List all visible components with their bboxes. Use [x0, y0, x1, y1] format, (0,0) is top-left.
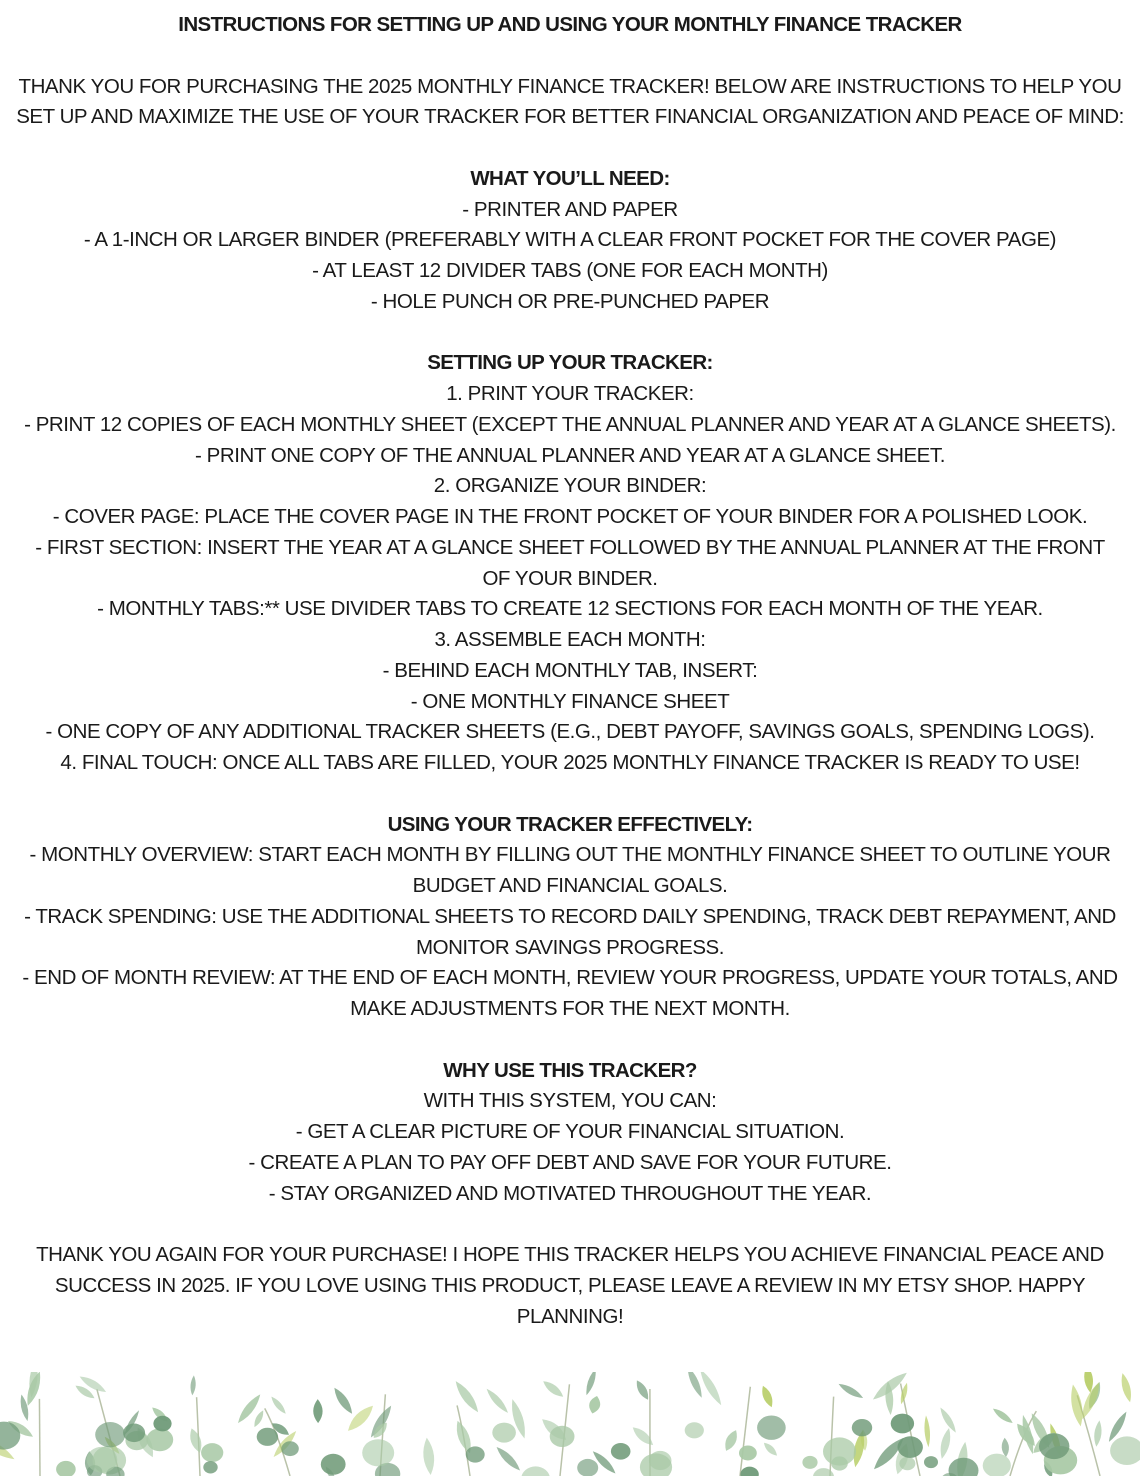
need-item: - HOLE PUNCH OR PRE-PUNCHED PAPER: [370, 289, 770, 313]
setup-step-title: 3. ASSEMBLE EACH MONTH:: [434, 628, 706, 651]
setup-line: - BEHIND EACH MONTHLY TAB, INSERT:: [382, 658, 758, 682]
why-line: - STAY ORGANIZED AND MOTIVATED THROUGHOUT THE YEAR.: [268, 1181, 872, 1205]
using-line: - END OF MONTH REVIEW: AT THE END OF EACH MONTH, REVIEW YOUR PROGRESS, UPDATE YOUR TOTALS, AND MAKE ADJUSTMENTS FOR THE NEXT MONTH.: [22, 966, 1118, 1020]
need-item: - AT LEAST 12 DIVIDER TABS (ONE FOR EACH MONTH): [312, 259, 828, 282]
why-line: WITH THIS SYSTEM, YOU CAN:: [423, 1089, 717, 1113]
document-title: INSTRUCTIONS FOR SETTING UP AND USING YOUR MONTHLY FINANCE TRACKER: [178, 13, 962, 36]
why-line: - GET A CLEAR PICTURE OF YOUR FINANCIAL SITUATION.: [295, 1120, 845, 1143]
setup-line: - ONE MONTHLY FINANCE SHEET: [410, 689, 730, 713]
need-item: - A 1-INCH OR LARGER BINDER (PREFERABLY WITH A CLEAR FRONT POCKET FOR THE COVER PAGE): [83, 228, 1057, 252]
eucalyptus-leaves-border: [0, 1372, 1140, 1476]
using-section: [0, 810, 1140, 1025]
using-line: - MONTHLY OVERVIEW: START EACH MONTH BY FILLING OUT THE MONTHLY FINANCE SHEET TO OUTLINE YOUR BUDGET AND FINANCIAL GOALS.: [29, 843, 1111, 897]
setup-step-title: 4. FINAL TOUCH: ONCE ALL TABS ARE FILLED, YOUR 2025 MONTHLY FINANCE TRACKER IS READY TO USE!: [60, 751, 1080, 774]
setup-heading: SETTING UP YOUR TRACKER:: [427, 351, 713, 375]
setup-step-title: 1. PRINT YOUR TRACKER:: [446, 382, 694, 405]
using-heading: USING YOUR TRACKER EFFECTIVELY:: [387, 812, 753, 836]
closing-paragraph: THANK YOU AGAIN FOR YOUR PURCHASE! I HOPE THIS TRACKER HELPS YOU ACHIEVE FINANCIAL PEACE AND SUCCESS IN 2025. IF YOU LOVE USING THIS PRODUCT, PLEASE LEAVE A REVIEW IN MY ETSY SHOP. HAPPY PLANNING!: [36, 1243, 1104, 1328]
why-heading: WHY USE THIS TRACKER?: [443, 1058, 697, 1082]
setup-line: - PRINT 12 COPIES OF EACH MONTHLY SHEET (EXCEPT THE ANNUAL PLANNER AND YEAR AT A GLANCE SHEETS).: [24, 412, 1116, 436]
what-you-need-heading: WHAT YOU’LL NEED:: [470, 166, 670, 190]
what-you-need-section: [0, 164, 1140, 318]
intro-paragraph: THANK YOU FOR PURCHASING THE 2025 MONTHLY FINANCE TRACKER! BELOW ARE INSTRUCTIONS TO HELP YOU SET UP AND MAXIMIZE THE USE OF YOUR TRACKER FOR BETTER FINANCIAL ORGANIZATION AND PEACE OF MIND:: [16, 74, 1124, 129]
setup-line: - MONTHLY TABS:** USE DIVIDER TABS TO CREATE 12 SECTIONS FOR EACH MONTH OF THE YEAR.: [97, 597, 1043, 621]
setup-line: - ONE COPY OF ANY ADDITIONAL TRACKER SHEETS (E.G., DEBT PAYOFF, SAVINGS GOALS, SPENDING LOGS).: [45, 720, 1095, 744]
why-section: [0, 1056, 1140, 1210]
instructions-document: [0, 10, 1140, 1332]
using-line: - TRACK SPENDING: USE THE ADDITIONAL SHEETS TO RECORD DAILY SPENDING, TRACK DEBT REPAYMENT, AND MONITOR SAVINGS PROGRESS.: [24, 904, 1116, 959]
setup-line: - PRINT ONE COPY OF THE ANNUAL PLANNER AND YEAR AT A GLANCE SHEET.: [195, 443, 945, 467]
why-line: - CREATE A PLAN TO PAY OFF DEBT AND SAVE FOR YOUR FUTURE.: [248, 1150, 892, 1174]
setup-line: - COVER PAGE: PLACE THE COVER PAGE IN THE FRONT POCKET OF YOUR BINDER FOR A POLISHED LOOK.: [52, 505, 1088, 528]
need-item: - PRINTER AND PAPER: [462, 197, 678, 221]
setup-step-title: 2. ORGANIZE YOUR BINDER:: [433, 474, 707, 498]
setup-section: [0, 348, 1140, 779]
setup-line: - FIRST SECTION: INSERT THE YEAR AT A GLANCE SHEET FOLLOWED BY THE ANNUAL PLANNER AT THE FRONT OF YOUR BINDER.: [35, 535, 1105, 590]
